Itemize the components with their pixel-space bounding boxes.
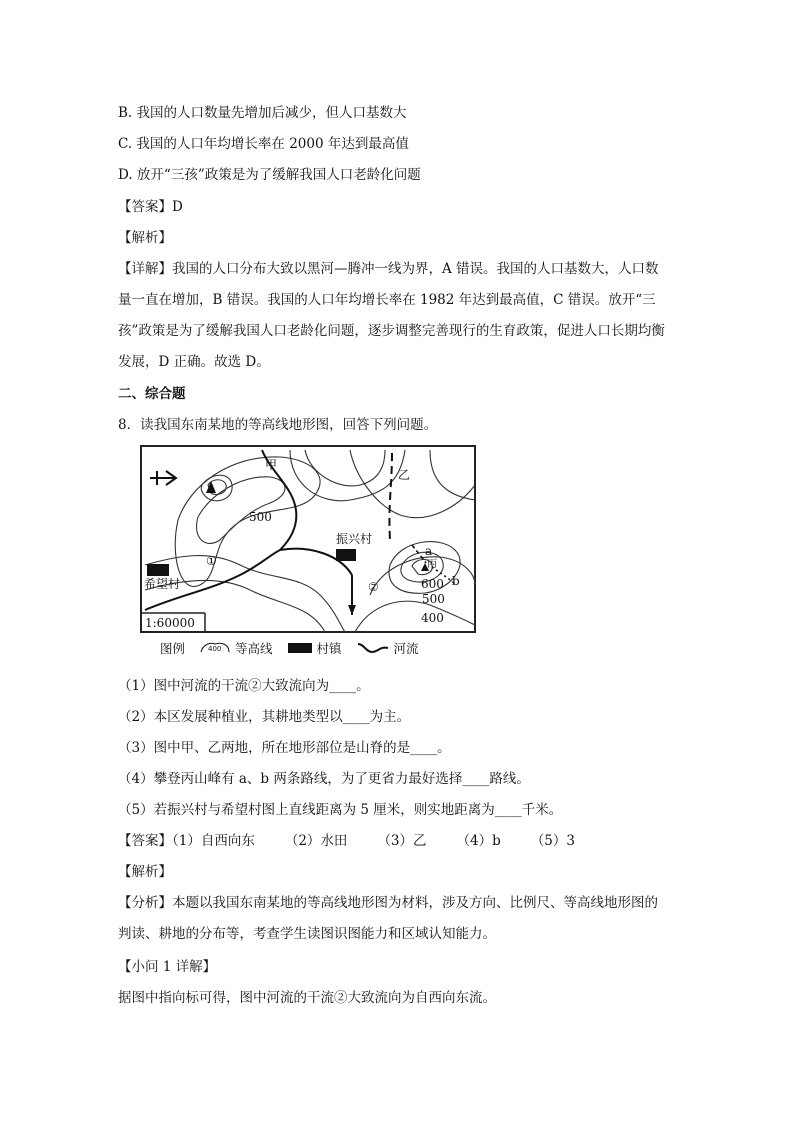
legend-contour-label: 等高线	[235, 641, 273, 656]
label-jia: 甲	[265, 458, 278, 472]
answer-4: （4）b	[456, 833, 501, 849]
q7-analysis-label: 【解析】	[118, 230, 172, 246]
q8-stem: 8．读我国东南某地的等高线地形图，回答下列问题。	[118, 417, 438, 433]
q8-question-5: （5）若振兴村与希望村图上直线距离为 5 厘米，则实地距离为____千米。	[118, 802, 563, 818]
option-c: C. 我国的人口年均增长率在 2000 年达到最高值	[118, 136, 409, 152]
label-contour-500-right: 500	[422, 592, 445, 606]
q8-sub1-text: 据图中指向标可得，图中河流的干流②大致流向为自西向东流。	[118, 990, 496, 1006]
option-b: B. 我国的人口数量先增加后减少，但人口基数大	[118, 105, 407, 121]
q7-detail: 【详解】我国的人口分布大致以黑河—腾冲一线为界，A 错误。我国的人口基数大，人口数量一直在增加，B 错误。我国的人口年均增长率在 1982 年达到最高值，C 错误。放开“三孩”政策是为了缓解我国人口老龄化问题，逐步调整完善现行的生育政策，促进人口长期均衡发展，D 正确。故选 D。	[118, 261, 665, 370]
label-river-1: ①	[206, 554, 217, 568]
q8-analysis: 【分析】本题以我国东南某地的等高线地形图为材料，涉及方向、比例尺、等高线地形图的判读、耕地的分布等，考查学生读图识图能力和区域认知能力。	[118, 895, 658, 942]
answer-2: （2）水田	[284, 833, 348, 849]
label-contour-400: 400	[421, 611, 444, 625]
label-river-2: ②	[368, 580, 379, 594]
section-title: 二、综合题	[118, 386, 186, 402]
village-zhenxing-marker	[336, 549, 356, 561]
q8-analysis-label: 【解析】	[118, 864, 172, 880]
contour-map	[140, 445, 480, 635]
village-xiwang-marker	[147, 564, 169, 576]
q8-question-1: （1）图中河流的干流②大致流向为____。	[118, 678, 370, 694]
q8-answer-row	[118, 831, 605, 851]
legend-contour-sample: 400	[208, 645, 222, 653]
label-scale: 1:60000	[145, 616, 195, 630]
label-bing: 丙	[427, 559, 437, 570]
contour-sample-icon	[199, 640, 231, 656]
answer-5: （5）3	[530, 833, 575, 849]
answer-1: （1）自西向东	[172, 833, 255, 849]
legend-title: 图例	[160, 641, 186, 656]
map-legend	[160, 640, 429, 656]
town-marker-icon	[287, 642, 313, 654]
q8-question-4: （4）攀登丙山峰有 a、b 两条路线，为了更省力最好选择____路线。	[118, 771, 530, 787]
legend-river	[352, 639, 419, 657]
q8-question-3: （3）图中甲、乙两地，所在地形部位是山脊的是____。	[118, 740, 451, 756]
label-xiwang: 希望村	[144, 577, 181, 591]
q7-answer: 【答案】D	[118, 199, 183, 215]
q8-question-2: （2）本区发展种植业，其耕地类型以____为主。	[118, 709, 411, 725]
river-symbol-icon	[356, 640, 390, 656]
label-contour-500-left: 500	[249, 510, 272, 524]
answer-3: （3）乙	[377, 833, 427, 849]
option-d: D. 放开“三孩”政策是为了缓解我国人口老龄化问题	[118, 167, 421, 183]
label-contour-600: 600	[421, 577, 444, 591]
legend-town-label: 村镇	[316, 641, 342, 656]
answer-label: 【答案】	[118, 833, 172, 849]
label-yi: 乙	[398, 468, 411, 482]
label-route-a: a	[425, 544, 433, 558]
legend-contour	[195, 639, 273, 657]
label-zhenxing: 振兴村	[336, 532, 373, 546]
legend-river-label: 河流	[393, 641, 419, 656]
legend-town	[283, 639, 342, 657]
label-route-b: b	[452, 574, 460, 588]
q8-sub1-label: 【小问 1 详解】	[118, 959, 217, 975]
